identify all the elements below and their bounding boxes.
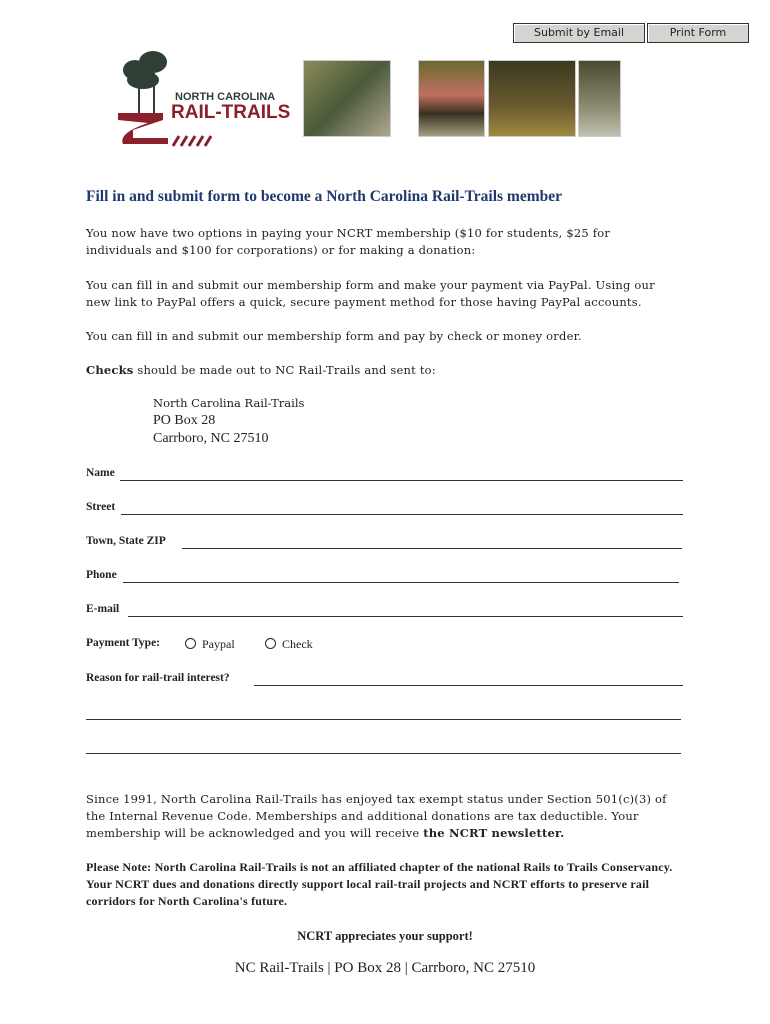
radio-paypal-label: Paypal <box>202 637 235 651</box>
paypal-paragraph: You can fill in and submit our membership form and make your payment via PayPal. Using our new link to PayPal offers a quick, secure payment method for those having PayPal accounts. <box>86 278 655 309</box>
logo-text-line1: NORTH CAROLINA <box>175 91 276 103</box>
tax-text: Since 1991, North Carolina Rail-Trails has enjoyed tax exempt status under Section 501(c)(3) of the Internal Revenue Code. Memberships and additional donations are tax deductible. Your membership will be acknowledged and you will receive <box>86 792 667 840</box>
name-label: Name <box>86 467 115 479</box>
reason-field[interactable] <box>254 685 683 686</box>
street-label: Street <box>86 501 116 513</box>
address-name: North Carolina Rail-Trails <box>153 396 305 410</box>
email-label: E-mail <box>86 603 120 615</box>
page-title: Fill in and submit form to become a North Carolina Rail-Trails member <box>86 188 563 205</box>
name-field[interactable] <box>120 480 683 481</box>
trail-photo-2 <box>418 60 485 137</box>
trail-photo-4 <box>578 60 621 137</box>
reason-field-line-2[interactable] <box>86 719 681 720</box>
radio-circle-icon[interactable] <box>265 638 276 649</box>
checks-instructions <box>86 362 676 379</box>
trail-photo-3 <box>488 60 576 137</box>
email-field[interactable] <box>128 616 683 617</box>
trail-photo-1 <box>303 60 391 137</box>
check-paragraph: You can fill in and submit our membership form and pay by check or money order. <box>86 329 582 343</box>
appreciation-text: NCRT appreciates your support! <box>297 929 473 943</box>
phone-label: Phone <box>86 569 117 581</box>
please-note: Please Note: North Carolina Rail-Trails is not an affiliated chapter of the national Rails to Trails Conservancy. Your NCRT dues and donations directly support local rail-trail projects and NCRT efforts to preserve rail corridors for North Carolina's future. <box>86 860 673 908</box>
checks-bold: Checks <box>86 363 134 377</box>
print-form-button[interactable]: Print Form <box>647 23 749 43</box>
footer-address: NC Rail-Trails | PO Box 28 | Carrboro, NC 27510 <box>234 960 536 976</box>
town-label: Town, State ZIP <box>86 535 166 547</box>
address-box: PO Box 28 <box>153 413 216 428</box>
checks-rest: should be made out to NC Rail-Trails and sent to: <box>133 363 436 377</box>
radio-check[interactable] <box>265 637 313 652</box>
payment-type-label: Payment Type: <box>86 637 160 649</box>
intro-paragraph: You now have two options in paying your NCRT membership ($10 for students, $25 for individuals and $100 for corporations) or for making a donation: <box>86 226 611 257</box>
tax-exempt-paragraph <box>86 791 676 842</box>
phone-field[interactable] <box>123 582 679 583</box>
radio-paypal[interactable] <box>185 637 235 652</box>
reason-label: Reason for rail-trail interest? <box>86 672 230 684</box>
tax-bold: the NCRT newsletter. <box>423 826 565 840</box>
street-field[interactable] <box>121 514 683 515</box>
submit-by-email-button[interactable]: Submit by Email <box>513 23 645 43</box>
radio-check-label: Check <box>282 637 313 651</box>
radio-circle-icon[interactable] <box>185 638 196 649</box>
logo-text-line2: RAIL-TRAILS <box>171 102 291 123</box>
address-city: Carrboro, NC 27510 <box>153 431 269 446</box>
town-state-zip-field[interactable] <box>182 548 682 549</box>
reason-field-line-3[interactable] <box>86 753 681 754</box>
ncrt-logo <box>113 48 293 148</box>
